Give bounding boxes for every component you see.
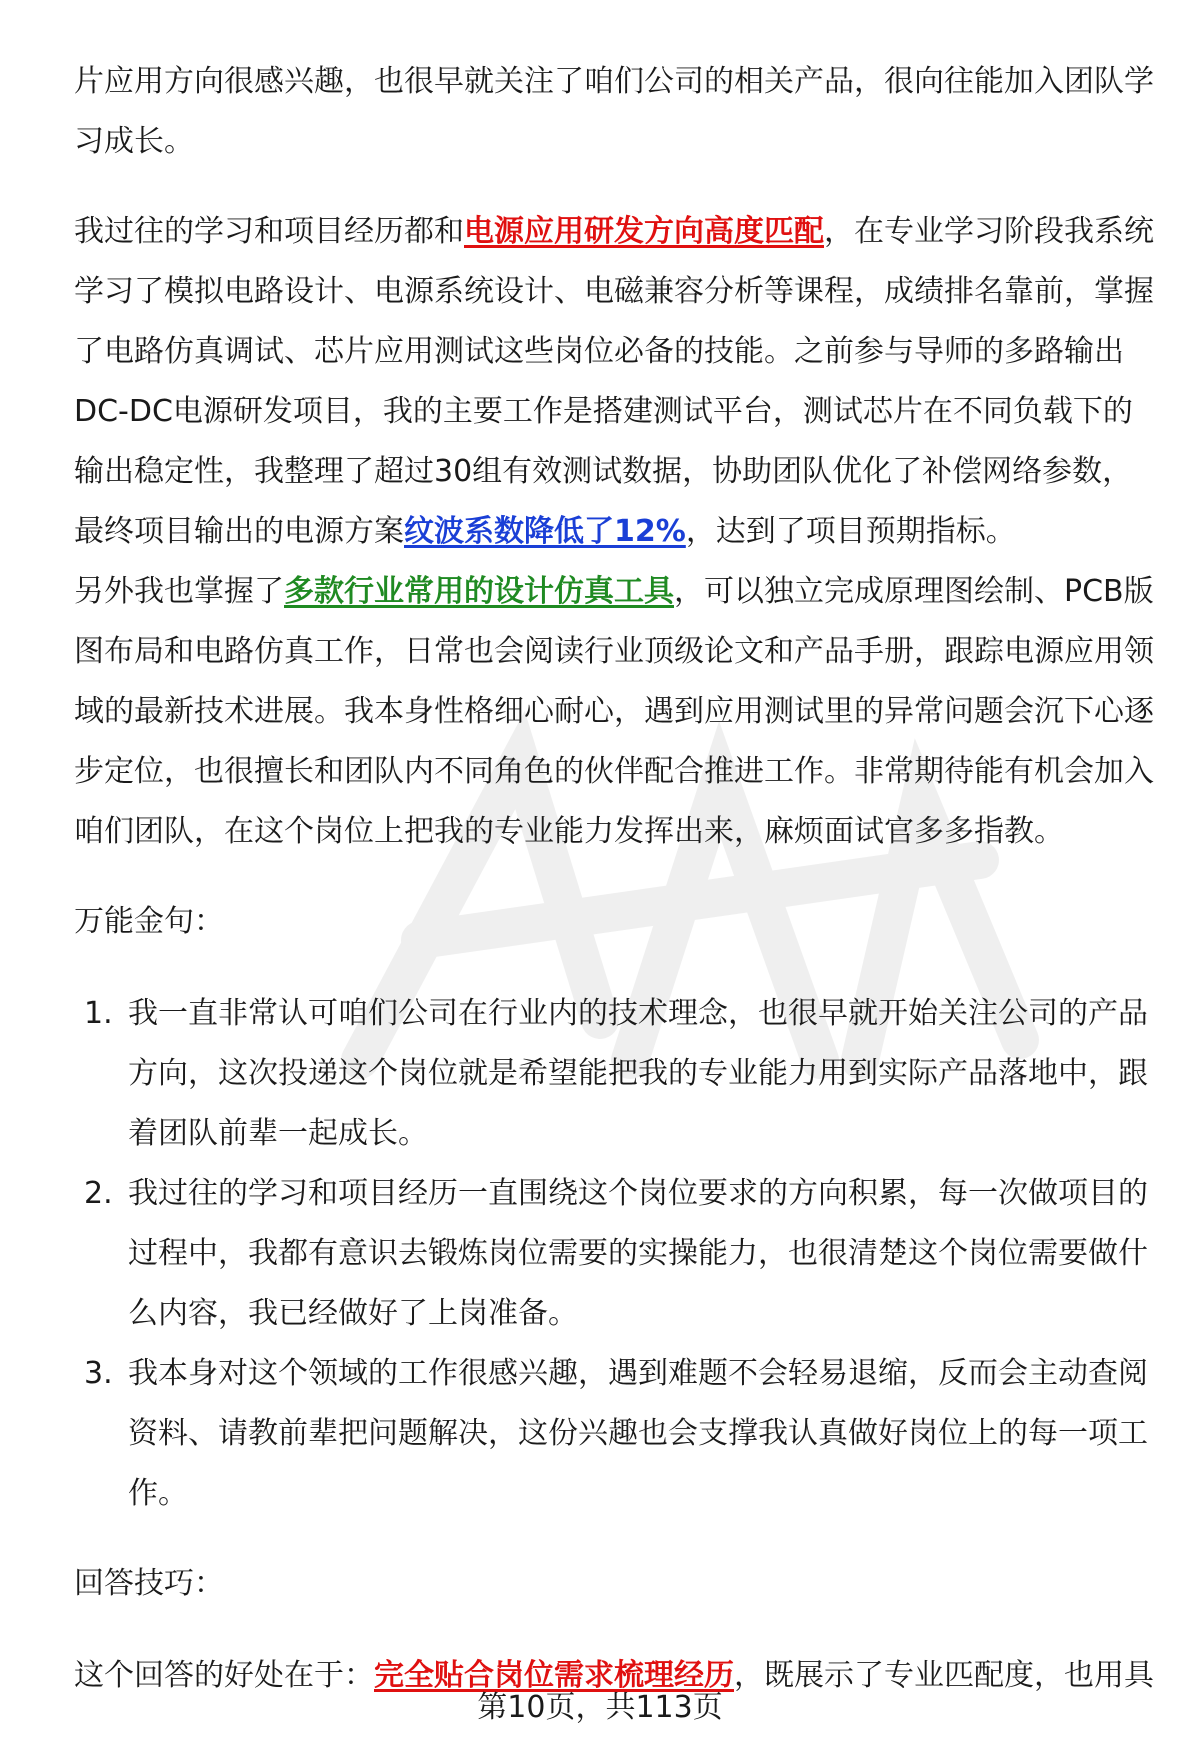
paragraph-text: ，达到了项目预期指标。 bbox=[685, 514, 1016, 549]
paragraph-text: 我过往的学习和项目经历都和 bbox=[74, 214, 464, 249]
paragraph-intro: 片应用方向很感兴趣，也很早就关注了咱们公司的相关产品，很向往能加入团队学习成长。 bbox=[74, 64, 1154, 159]
section-heading-golden-sentences: 万能金句： bbox=[74, 904, 224, 939]
paragraph-text: ，可以独立完成原理图绘制、PCB版图布局和电路仿真工作，日常也会阅读行业顶级论文和产品手册，跟踪电源应用领域的最新技术进展。我本身性格细心耐心，遇到应用测试里的异常问题会沉下心逐步定位，也很擅长和团队内不同角色的伙伴配合推进工作。非常期待能有机会加入咱们团队，在这个岗位上把我的专业能力发挥出来，麻烦面试官多多指教。 bbox=[74, 574, 1154, 849]
list-item bbox=[74, 984, 1156, 1164]
paragraph-experience bbox=[74, 202, 1156, 562]
paragraph-text: ，在专业学习阶段我系统学习了模拟电路设计、电源系统设计、电磁兼容分析等课程，成绩排名靠前，掌握了电路仿真调试、芯片应用测试这些岗位必备的技能。之前参与导师的多路输出DC-DC电源研发项目，我的主要工作是搭建测试平台，测试芯片在不同负载下的输出稳定性，我整理了超过30组有效测试数据，协助团队优化了补偿网络参数，最终项目输出的电源方案 bbox=[74, 214, 1154, 549]
list-number: 1. bbox=[84, 996, 113, 1031]
document-body bbox=[74, 52, 1156, 1706]
paragraph-skills bbox=[74, 562, 1156, 862]
list-item bbox=[74, 1344, 1156, 1524]
highlight-match: 电源应用研发方向高度匹配 bbox=[464, 214, 824, 249]
list-number: 2. bbox=[84, 1176, 113, 1211]
paragraph-text: ，既展示了专业匹配度，也用具 bbox=[734, 1658, 1154, 1693]
highlight-tools: 多款行业常用的设计仿真工具 bbox=[284, 574, 674, 609]
page-number-footer: 第10页，共113页 bbox=[477, 1690, 723, 1725]
list-item bbox=[74, 1164, 1156, 1344]
highlight-ripple: 纹波系数降低了12% bbox=[404, 514, 686, 549]
section-heading-answer-tips: 回答技巧： bbox=[74, 1566, 224, 1601]
golden-sentence-list bbox=[74, 984, 1156, 1524]
paragraph-text: 这个回答的好处在于： bbox=[74, 1658, 374, 1693]
list-item-text: 我本身对这个领域的工作很感兴趣，遇到难题不会轻易退缩，反而会主动查阅资料、请教前辈把问题解决，这份兴趣也会支撑我认真做好岗位上的每一项工作。 bbox=[128, 1356, 1148, 1511]
paragraph-text: 另外我也掌握了 bbox=[74, 574, 284, 609]
list-number: 3. bbox=[84, 1356, 113, 1391]
list-item-text: 我过往的学习和项目经历一直围绕这个岗位要求的方向积累，每一次做项目的过程中，我都有意识去锻炼岗位需要的实操能力，也很清楚这个岗位需要做什么内容，我已经做好了上岗准备。 bbox=[128, 1176, 1148, 1331]
highlight-fit: 完全贴合岗位需求梳理经历 bbox=[374, 1658, 734, 1693]
list-item-text: 我一直非常认可咱们公司在行业内的技术理念，也很早就开始关注公司的产品方向，这次投递这个岗位就是希望能把我的专业能力用到实际产品落地中，跟着团队前辈一起成长。 bbox=[128, 996, 1148, 1151]
